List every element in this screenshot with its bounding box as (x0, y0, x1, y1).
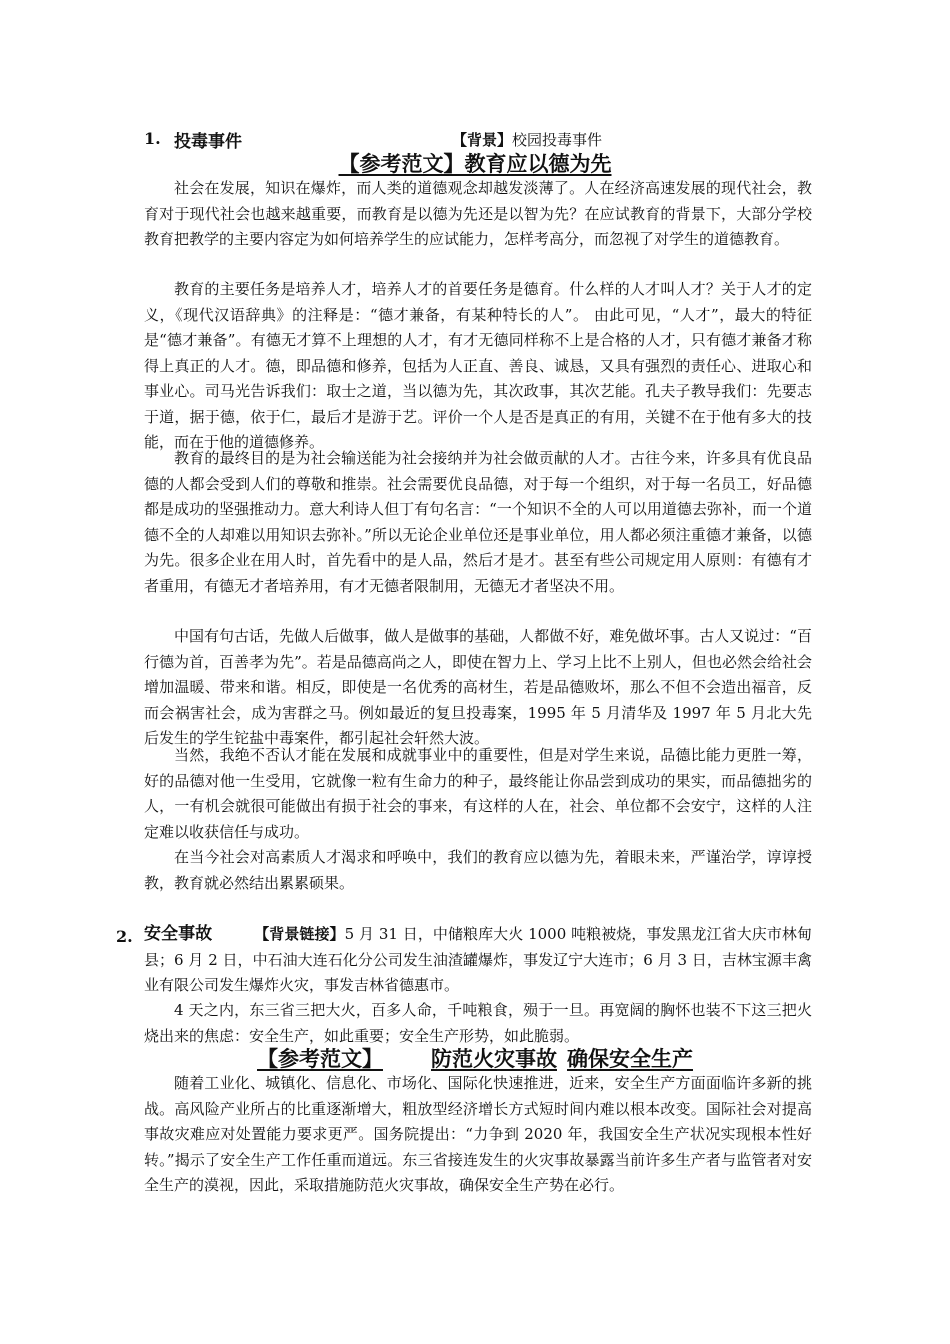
section1-number: 1. (144, 129, 161, 148)
section1-background-label: 【背景】 (452, 131, 513, 149)
section1-paragraph: 教育的主要任务是培养人才，培养人才的首要任务是德育。什么样的人才叫人才？关于人才的定义，《现代汉语辞典》的注释是：“德才兼备，有某种特长的人”。 由此可见，“人才”，最大的特征是“德才兼备”。有德无才算不上理想的人才，有才无德同样称不上是合格的人才，只有德才兼备才称得上真正的人才。德，即品德和修养，包括为人正直、善良、诚恳，又具有强烈的责任心、进取心和事业心。司马光告诉我们：取士之道，当以德为先，其次政事，其次艺能。孔夫子教导我们：先要志于道，据于德，依于仁，最后才是游于艺。评价一个人是否是真正的有用，关键不在于他有多大的技能，而在于他的道德修养。 (144, 280, 812, 451)
section2-heading-part1: 防范火灾事故 (431, 1046, 557, 1071)
section2-paragraph: 随着工业化、城镇化、信息化、市场化、国际化快速推进，近来，安全生产方面面临许多新的挑战。高风险产业所占的比重逐渐增大，粗放型经济增长方式短时间内难以根本改变。国际社会对提高事故灾难应对处置能力要求更严。国务院提出：“力争到 2020 年，我国安全生产状况实现根本性好转。”揭示了安全生产工作任重而道远。东三省接连发生的火灾事故暴露当前许多生产者与监管者对安全生产的漠视，因此，采取措施防范火灾事故，确保安全生产势在必行。 (144, 1074, 812, 1194)
section1-paragraph: 中国有句古话，先做人后做事，做人是做事的基础，人都做不好，难免做坏事。古人又说过：“百行德为首，百善孝为先”。若是品德高尚之人，即使在智力上、学习上比不上别人，但也必然会给社会增加温暖、带来和谐。相反，即使是一名优秀的高材生，若是品德败坏，那么不但不会造出福音，反而会祸害社会，成为害群之马。例如最近的复旦投毒案，1995 年 5 月清华及 1997 年 5 月北大先后发生的学生铊盐中毒案件，都引起社会轩然大波。 (144, 627, 812, 747)
section1-paragraph: 在当今社会对高素质人才渴求和呼唤中，我们的教育应以德为先，着眼未来，严谨治学，谆谆授教，教育就必然结出累累硕果。 (144, 848, 812, 892)
section2-heading-part2: 确保安全生产 (567, 1046, 693, 1071)
section2-title: 安全事故 (144, 924, 213, 944)
section2-heading-prefix: 【参考范文】 (257, 1046, 383, 1071)
section2-background-paragraph: 4 天之内，东三省三把大火，百多人命，千吨粮食，殒于一旦。再宽阔的胸怀也装不下这三把火烧出来的焦虑：安全生产，如此重要；安全生产形势，如此脆弱。 (144, 1001, 812, 1045)
section2-background-label: 【背景链接】 (254, 925, 345, 943)
section1-paragraph: 教育的最终目的是为社会输送能为社会接纳并为社会做贡献的人才。古往今来，许多具有优良品德的人都会受到人们的尊敬和推崇。社会需要优良品德，对于每一个组织，对于每一名员工，好品德都是成功的坚强推动力。意大利诗人但丁有句名言：“一个知识不全的人可以用道德去弥补，而一个道德不全的人却难以用知识去弥补。”所以无论企业单位还是事业单位，用人都必须注重德才兼备，以德为先。很多企业在用人时，首先看中的是人品，然后才是才。甚至有些公司规定用人原则：有德有才者重用，有德无才者培养用，有才无德者限制用，无德无才者坚决不用。 (144, 449, 812, 595)
section2-background (144, 922, 812, 999)
section2-essay-heading (0, 1043, 950, 1073)
section1-background (452, 129, 602, 150)
section1-paragraph: 当然，我绝不否认才能在发展和成就事业中的重要性，但是对学生来说，品德比能力更胜一筹，好的品德对他一生受用，它就像一粒有生命力的种子，最终能让你品尝到成功的果实，而品德拙劣的人，一有机会就很可能做出有损于社会的事来，有这样的人在，社会、单位都不会安宁，这样的人注定难以收获信任与成功。 (144, 746, 812, 841)
section1-background-text: 校园投毒事件 (512, 131, 603, 149)
section2-background-text: 5 月 31 日，中储粮库大火 1000 吨粮被烧，事发黑龙江省大庆市林甸县；6 月 2 日，中石油大连石化分公司发生油渣罐爆炸，事发辽宁大连市；6 月 3 日，吉林宝源丰禽业有限公司发生爆炸火灾，事发吉林省德惠市。 (144, 925, 812, 994)
section1-title: 投毒事件 (174, 132, 242, 152)
section1-essay-heading: 【参考范文】教育应以德为先 (338, 151, 612, 176)
section2-number: 2. (116, 927, 133, 946)
section1-paragraph: 社会在发展，知识在爆炸，而人类的道德观念却越发淡薄了。人在经济高速发展的现代社会，教育对于现代社会也越来越重要，而教育是以德为先还是以智为先？在应试教育的背景下，大部分学校教育把教学的主要内容定为如何培养学生的应试能力，怎样考高分，而忽视了对学生的道德教育。 (144, 179, 812, 248)
